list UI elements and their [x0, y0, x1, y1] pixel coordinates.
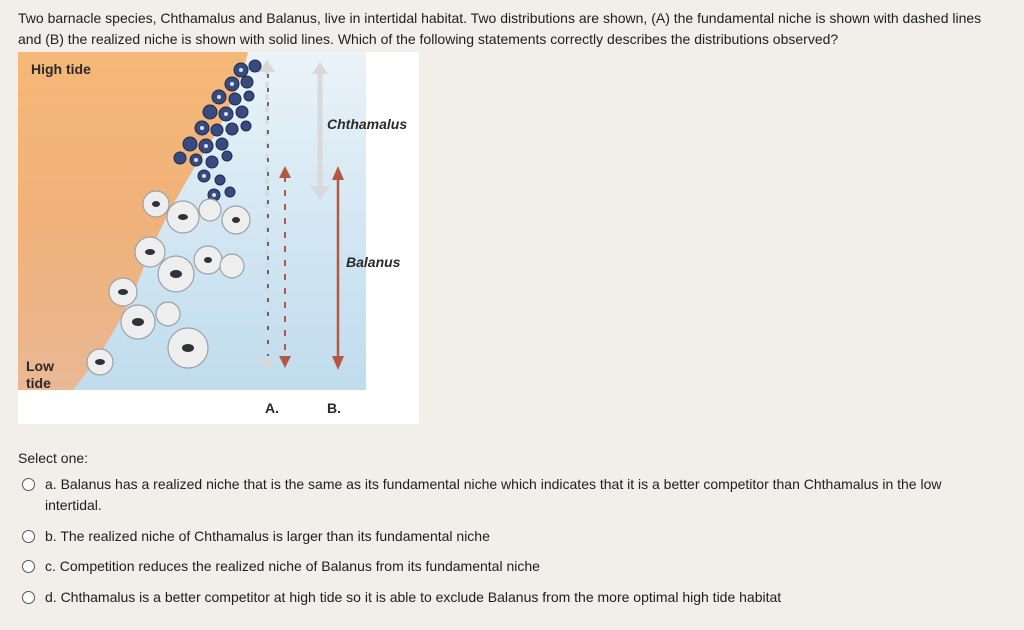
balanus-label: Balanus: [346, 254, 401, 270]
low-tide-label-line2: tide: [26, 375, 51, 391]
option-d[interactable]: [22, 587, 781, 608]
option-c[interactable]: [22, 556, 540, 577]
low-tide-label: [26, 358, 54, 392]
radio-option-c[interactable]: [22, 560, 35, 573]
option-b-text: b. The realized niche of Chthamalus is larger than its fundamental niche: [45, 528, 490, 544]
radio-option-d[interactable]: [22, 591, 35, 604]
chthamalus-label: Chthamalus: [327, 116, 408, 132]
barnacle-niche-figure: [18, 52, 419, 424]
option-a-text: a. Balanus has a realized niche that is the same as its fundamental niche which indicates that it is a better competitor than Chthamalus in the low intertidal.: [45, 476, 942, 513]
select-one-prompt: Select one:: [18, 450, 89, 466]
radio-option-b[interactable]: [22, 530, 35, 543]
figure-illustration: [18, 52, 419, 424]
option-b[interactable]: [22, 526, 490, 547]
option-c-text: c. Competition reduces the realized niche of Balanus from its fundamental niche: [45, 558, 540, 574]
label-a: A.: [265, 400, 279, 416]
label-b: B.: [327, 400, 341, 416]
radio-option-a[interactable]: [22, 478, 35, 491]
low-tide-label-line1: Low: [26, 358, 54, 374]
option-d-text: d. Chthamalus is a better competitor at high tide so it is able to exclude Balanus from the more optimal high tide habitat: [45, 589, 782, 605]
question-text: Two barnacle species, Chthamalus and Balanus, live in intertidal habitat. Two distributions are shown, (A) the fundamental niche is shown with dashed lines and (B) the realized niche is shown with solid lines. Which of the following statements correctly describes the distributions observed?: [18, 10, 982, 47]
high-tide-label: High tide: [31, 61, 91, 77]
option-a[interactable]: [22, 474, 997, 516]
